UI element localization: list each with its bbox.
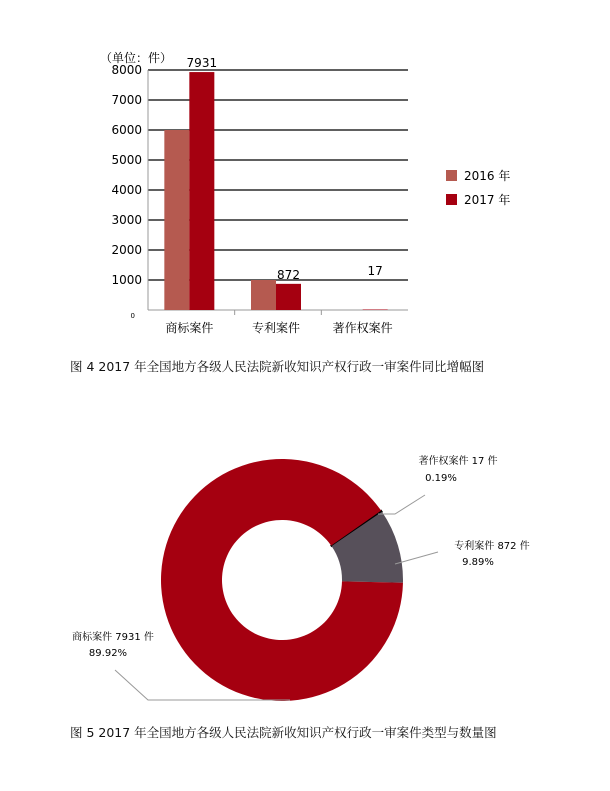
value-label: 17 <box>367 264 383 278</box>
y-tick-label: 6000 <box>111 123 142 137</box>
legend-label: 2016 年 <box>464 169 511 183</box>
leader-line <box>395 552 438 564</box>
y-tick-label: 3000 <box>111 213 142 227</box>
unit-label: （单位：件） <box>100 51 173 65</box>
legend <box>446 168 510 207</box>
x-tick-label: 商标案件 <box>165 321 214 335</box>
slice-label: 专利案件 872 件 <box>454 541 530 552</box>
y-tick-label: 1000 <box>111 273 142 287</box>
slice-percent: 9.89% <box>462 557 494 568</box>
x-tick-label: 专利案件 <box>251 321 301 335</box>
legend-label: 2017 年 <box>464 193 511 207</box>
y-tick-labels <box>111 63 142 320</box>
bar-2-1 <box>363 309 388 310</box>
figure-5-caption: 图 5 2017 年全国地方各级人民法院新收知识产权行政一审案件类型与数量图 <box>70 725 497 740</box>
legend-swatch <box>446 170 457 181</box>
slice-percent: 0.19% <box>425 473 457 484</box>
bars <box>164 72 387 310</box>
donut-chart <box>0 400 610 720</box>
donut-slices <box>161 459 403 701</box>
slice-label: 商标案件 7931 件 <box>72 632 154 643</box>
bar-1-1 <box>276 284 301 310</box>
y-tick-label: 0 <box>130 312 135 320</box>
bar-chart <box>0 0 610 350</box>
value-label: 872 <box>277 267 300 282</box>
value-label: 7931 <box>186 56 218 71</box>
y-tick-label: 4000 <box>111 183 142 197</box>
bar-1-0 <box>251 280 276 310</box>
y-tick-label: 2000 <box>111 243 142 257</box>
y-tick-label: 5000 <box>111 153 142 167</box>
value-labels <box>187 56 383 282</box>
bar-0-1 <box>189 72 214 310</box>
x-tick-labels <box>165 310 392 335</box>
slice-label: 著作权案件 17 件 <box>418 456 498 467</box>
bar-0-0 <box>164 130 189 310</box>
x-tick-label: 著作权案件 <box>332 321 393 335</box>
y-tick-label: 7000 <box>111 93 142 107</box>
figure-4-caption: 图 4 2017 年全国地方各级人民法院新收知识产权行政一审案件同比增幅图 <box>70 359 485 374</box>
leader-line <box>378 495 425 514</box>
y-tick-label: 8000 <box>111 63 142 77</box>
slice-percent: 89.92% <box>88 648 128 659</box>
legend-swatch <box>446 194 457 205</box>
